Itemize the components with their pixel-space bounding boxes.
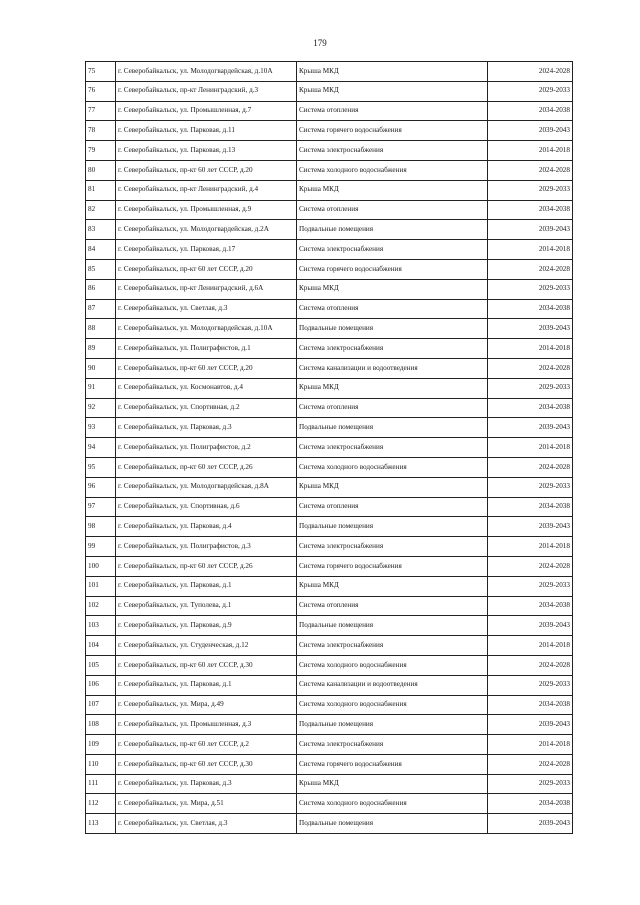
row-number-cell: 78 — [86, 121, 116, 141]
address-cell: г. Северобайкальск, пр-кт 60 лет СССР, д.20 — [116, 358, 297, 378]
repair-period-cell: 2014-2018 — [488, 537, 573, 557]
structural-element-cell: Подвальные помещения — [297, 418, 488, 438]
repair-period-cell: 2039-2043 — [488, 418, 573, 438]
structural-element-cell: Крыша МКД — [297, 378, 488, 398]
repair-period-cell: 2039-2043 — [488, 814, 573, 834]
repair-period-cell: 2034-2038 — [488, 101, 573, 121]
table-row — [86, 576, 573, 596]
repair-period-cell: 2029-2033 — [488, 576, 573, 596]
repair-period-cell: 2029-2033 — [488, 774, 573, 794]
table-row — [86, 160, 573, 180]
address-cell: г. Северобайкальск, ул. Парковая, д.11 — [116, 121, 297, 141]
row-number-cell: 77 — [86, 101, 116, 121]
row-number-cell: 98 — [86, 517, 116, 537]
repair-period-cell: 2034-2038 — [488, 200, 573, 220]
repair-period-cell: 2039-2043 — [488, 715, 573, 735]
row-number-cell: 99 — [86, 537, 116, 557]
address-cell: г. Северобайкальск, ул. Спортивная, д.6 — [116, 497, 297, 517]
repair-period-cell: 2029-2033 — [488, 378, 573, 398]
table-row — [86, 715, 573, 735]
row-number-cell: 79 — [86, 141, 116, 161]
structural-element-cell: Система канализации и водоотведения — [297, 358, 488, 378]
structural-element-cell: Система электроснабжения — [297, 438, 488, 458]
table-row — [86, 240, 573, 260]
row-number-cell: 90 — [86, 358, 116, 378]
structural-element-cell: Система холодного водоснабжения — [297, 457, 488, 477]
repair-period-cell: 2034-2038 — [488, 596, 573, 616]
address-cell: г. Северобайкальск, ул. Промышленная, д.3 — [116, 715, 297, 735]
structural-element-cell: Система холодного водоснабжения — [297, 794, 488, 814]
address-cell: г. Северобайкальск, ул. Парковая, д.1 — [116, 576, 297, 596]
structural-element-cell: Система электроснабжения — [297, 735, 488, 755]
table-body — [86, 62, 573, 834]
address-cell: г. Северобайкальск, ул. Светлая, д.3 — [116, 814, 297, 834]
row-number-cell: 86 — [86, 279, 116, 299]
table-row — [86, 477, 573, 497]
address-cell: г. Северобайкальск, ул. Промышленная, д.7 — [116, 101, 297, 121]
table-row — [86, 517, 573, 537]
structural-element-cell: Система электроснабжения — [297, 339, 488, 359]
repair-period-cell: 2014-2018 — [488, 240, 573, 260]
table-row — [86, 497, 573, 517]
structural-element-cell: Система отопления — [297, 101, 488, 121]
table-row — [86, 735, 573, 755]
table-row — [86, 754, 573, 774]
row-number-cell: 109 — [86, 735, 116, 755]
address-cell: г. Северобайкальск, ул. Парковая, д.13 — [116, 141, 297, 161]
address-cell: г. Северобайкальск, пр-кт 60 лет СССР, д.20 — [116, 259, 297, 279]
row-number-cell: 94 — [86, 438, 116, 458]
address-cell: г. Северобайкальск, ул. Студенческая, д.12 — [116, 636, 297, 656]
table-row — [86, 418, 573, 438]
row-number-cell: 96 — [86, 477, 116, 497]
table-row — [86, 636, 573, 656]
address-cell: г. Северобайкальск, пр-кт 60 лет СССР, д.30 — [116, 655, 297, 675]
row-number-cell: 92 — [86, 398, 116, 418]
table-row — [86, 319, 573, 339]
structural-element-cell: Система отопления — [297, 299, 488, 319]
repair-period-cell: 2029-2033 — [488, 279, 573, 299]
repair-period-cell: 2024-2028 — [488, 62, 573, 82]
structural-element-cell: Крыша МКД — [297, 279, 488, 299]
address-cell: г. Северобайкальск, ул. Молодогвардейская, д.2А — [116, 220, 297, 240]
row-number-cell: 108 — [86, 715, 116, 735]
row-number-cell: 97 — [86, 497, 116, 517]
repair-period-cell: 2034-2038 — [488, 695, 573, 715]
page-number: 179 — [313, 38, 327, 48]
structural-element-cell: Система холодного водоснабжения — [297, 160, 488, 180]
repair-period-cell: 2034-2038 — [488, 299, 573, 319]
structural-element-cell: Подвальные помещения — [297, 517, 488, 537]
address-cell: г. Северобайкальск, ул. Туполева, д.1 — [116, 596, 297, 616]
table-row — [86, 378, 573, 398]
repair-period-cell: 2014-2018 — [488, 735, 573, 755]
address-cell: г. Северобайкальск, пр-кт Ленинградский, д.6А — [116, 279, 297, 299]
address-cell: г. Северобайкальск, ул. Молодогвардейская, д.10А — [116, 62, 297, 82]
repair-period-cell: 2039-2043 — [488, 121, 573, 141]
repair-period-cell: 2024-2028 — [488, 655, 573, 675]
repair-period-cell: 2039-2043 — [488, 517, 573, 537]
row-number-cell: 105 — [86, 655, 116, 675]
structural-element-cell: Подвальные помещения — [297, 715, 488, 735]
row-number-cell: 80 — [86, 160, 116, 180]
address-cell: г. Северобайкальск, ул. Светлая, д.3 — [116, 299, 297, 319]
address-cell: г. Северобайкальск, пр-кт Ленинградский, д.3 — [116, 81, 297, 101]
address-cell: г. Северобайкальск, ул. Полиграфистов, д.2 — [116, 438, 297, 458]
table-row — [86, 556, 573, 576]
structural-element-cell: Система отопления — [297, 200, 488, 220]
structural-element-cell: Система электроснабжения — [297, 537, 488, 557]
repair-period-cell: 2014-2018 — [488, 438, 573, 458]
structural-element-cell: Система горячего водоснабжения — [297, 556, 488, 576]
repair-period-cell: 2039-2043 — [488, 616, 573, 636]
table-row — [86, 339, 573, 359]
row-number-cell: 76 — [86, 81, 116, 101]
structural-element-cell: Система электроснабжения — [297, 636, 488, 656]
table-row — [86, 62, 573, 82]
table-row — [86, 180, 573, 200]
row-number-cell: 100 — [86, 556, 116, 576]
address-cell: г. Северобайкальск, ул. Мира, д.49 — [116, 695, 297, 715]
repair-period-cell: 2024-2028 — [488, 754, 573, 774]
table-row — [86, 141, 573, 161]
structural-element-cell: Крыша МКД — [297, 62, 488, 82]
repair-period-cell: 2024-2028 — [488, 160, 573, 180]
structural-element-cell: Система электроснабжения — [297, 141, 488, 161]
structural-element-cell: Крыша МКД — [297, 180, 488, 200]
address-cell: г. Северобайкальск, ул. Парковая, д.3 — [116, 774, 297, 794]
table-row — [86, 457, 573, 477]
row-number-cell: 81 — [86, 180, 116, 200]
repair-period-cell: 2034-2038 — [488, 398, 573, 418]
address-cell: г. Северобайкальск, ул. Мира, д.51 — [116, 794, 297, 814]
repair-period-cell: 2024-2028 — [488, 259, 573, 279]
table-row — [86, 299, 573, 319]
row-number-cell: 87 — [86, 299, 116, 319]
structural-element-cell: Крыша МКД — [297, 576, 488, 596]
address-cell: г. Северобайкальск, ул. Полиграфистов, д.3 — [116, 537, 297, 557]
table-row — [86, 438, 573, 458]
repair-period-cell: 2029-2033 — [488, 81, 573, 101]
row-number-cell: 112 — [86, 794, 116, 814]
address-cell: г. Северобайкальск, ул. Парковая, д.4 — [116, 517, 297, 537]
structural-element-cell: Система электроснабжения — [297, 240, 488, 260]
structural-element-cell: Система горячего водоснабжения — [297, 259, 488, 279]
row-number-cell: 110 — [86, 754, 116, 774]
row-number-cell: 103 — [86, 616, 116, 636]
structural-element-cell: Система холодного водоснабжения — [297, 655, 488, 675]
repair-period-cell: 2039-2043 — [488, 319, 573, 339]
row-number-cell: 102 — [86, 596, 116, 616]
repair-period-cell: 2024-2028 — [488, 358, 573, 378]
table-row — [86, 774, 573, 794]
address-cell: г. Северобайкальск, пр-кт 60 лет СССР, д.2 — [116, 735, 297, 755]
address-cell: г. Северобайкальск, пр-кт 60 лет СССР, д.26 — [116, 457, 297, 477]
address-cell: г. Северобайкальск, пр-кт 60 лет СССР, д.30 — [116, 754, 297, 774]
address-cell: г. Северобайкальск, ул. Парковая, д.17 — [116, 240, 297, 260]
address-cell: г. Северобайкальск, ул. Парковая, д.1 — [116, 675, 297, 695]
row-number-cell: 111 — [86, 774, 116, 794]
row-number-cell: 91 — [86, 378, 116, 398]
address-cell: г. Северобайкальск, ул. Спортивная, д.2 — [116, 398, 297, 418]
structural-element-cell: Подвальные помещения — [297, 220, 488, 240]
row-number-cell: 106 — [86, 675, 116, 695]
table-row — [86, 814, 573, 834]
row-number-cell: 93 — [86, 418, 116, 438]
row-number-cell: 107 — [86, 695, 116, 715]
address-cell: г. Северобайкальск, ул. Промышленная, д.9 — [116, 200, 297, 220]
row-number-cell: 95 — [86, 457, 116, 477]
row-number-cell: 88 — [86, 319, 116, 339]
table-row — [86, 358, 573, 378]
repair-period-cell: 2024-2028 — [488, 457, 573, 477]
address-cell: г. Северобайкальск, ул. Парковая, д.3 — [116, 418, 297, 438]
structural-element-cell: Система отопления — [297, 398, 488, 418]
table-row — [86, 81, 573, 101]
row-number-cell: 101 — [86, 576, 116, 596]
table-row — [86, 794, 573, 814]
table-row — [86, 655, 573, 675]
structural-element-cell: Система канализации и водоотведения — [297, 675, 488, 695]
row-number-cell: 85 — [86, 259, 116, 279]
structural-element-cell: Подвальные помещения — [297, 616, 488, 636]
repair-period-cell: 2029-2033 — [488, 180, 573, 200]
structural-element-cell: Система горячего водоснабжения — [297, 121, 488, 141]
repair-period-cell: 2014-2018 — [488, 339, 573, 359]
table-row — [86, 695, 573, 715]
table-row — [86, 101, 573, 121]
table-row — [86, 616, 573, 636]
structural-element-cell: Система отопления — [297, 497, 488, 517]
address-cell: г. Северобайкальск, ул. Космонавтов, д.4 — [116, 378, 297, 398]
structural-element-cell: Система холодного водоснабжения — [297, 695, 488, 715]
structural-element-cell: Подвальные помещения — [297, 319, 488, 339]
table-row — [86, 675, 573, 695]
address-cell: г. Северобайкальск, ул. Парковая, д.9 — [116, 616, 297, 636]
capital-repair-table — [85, 61, 573, 834]
address-cell: г. Северобайкальск, ул. Молодогвардейская, д.10А — [116, 319, 297, 339]
table-row — [86, 596, 573, 616]
row-number-cell: 84 — [86, 240, 116, 260]
table-row — [86, 279, 573, 299]
repair-period-cell: 2014-2018 — [488, 636, 573, 656]
address-cell: г. Северобайкальск, ул. Полиграфистов, д.1 — [116, 339, 297, 359]
structural-element-cell: Подвальные помещения — [297, 814, 488, 834]
structural-element-cell: Крыша МКД — [297, 477, 488, 497]
address-cell: г. Северобайкальск, пр-кт Ленинградский, д.4 — [116, 180, 297, 200]
row-number-cell: 83 — [86, 220, 116, 240]
row-number-cell: 89 — [86, 339, 116, 359]
repair-period-cell: 2034-2038 — [488, 794, 573, 814]
row-number-cell: 113 — [86, 814, 116, 834]
repair-period-cell: 2014-2018 — [488, 141, 573, 161]
address-cell: г. Северобайкальск, пр-кт 60 лет СССР, д.20 — [116, 160, 297, 180]
table-row — [86, 220, 573, 240]
table-row — [86, 121, 573, 141]
table-row — [86, 259, 573, 279]
row-number-cell: 82 — [86, 200, 116, 220]
structural-element-cell: Крыша МКД — [297, 774, 488, 794]
structural-element-cell: Крыша МКД — [297, 81, 488, 101]
row-number-cell: 75 — [86, 62, 116, 82]
row-number-cell: 104 — [86, 636, 116, 656]
table-row — [86, 200, 573, 220]
structural-element-cell: Система горячего водоснабжения — [297, 754, 488, 774]
table-row — [86, 537, 573, 557]
repair-period-cell: 2039-2043 — [488, 220, 573, 240]
repair-period-cell: 2024-2028 — [488, 556, 573, 576]
structural-element-cell: Система отопления — [297, 596, 488, 616]
table-row — [86, 398, 573, 418]
repair-period-cell: 2029-2033 — [488, 675, 573, 695]
repair-period-cell: 2034-2038 — [488, 497, 573, 517]
address-cell: г. Северобайкальск, ул. Молодогвардейская, д.8А — [116, 477, 297, 497]
address-cell: г. Северобайкальск, пр-кт 60 лет СССР, д.26 — [116, 556, 297, 576]
repair-period-cell: 2029-2033 — [488, 477, 573, 497]
